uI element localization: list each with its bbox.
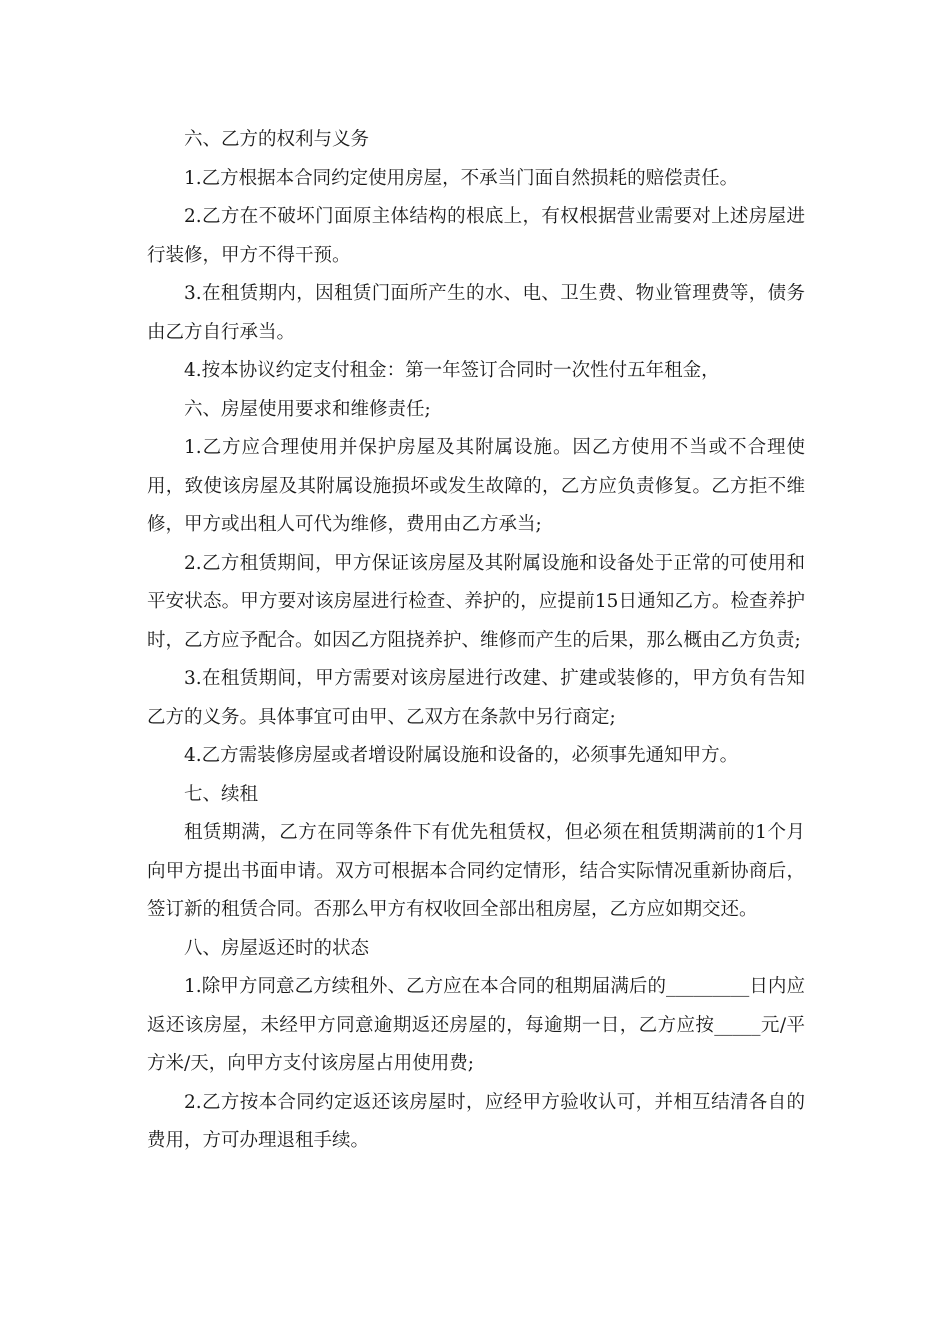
clause-paragraph: 租赁期满，乙方在同等条件下有优先租赁权，但必须在租赁期满前的1个月向甲方提出书面申请。双方可根据本合同约定情形，结合实际情况重新协商后，签订新的租赁合同。否那么甲方有权收回全部出租房屋，乙方应如期交还。 <box>147 822 805 920</box>
section-heading-renewal: 七、续租 <box>184 783 259 805</box>
clause-paragraph: 2.乙方按本合同约定返还该房屋时，应经甲方验收认可，并相互结清各自的费用，方可办理退租手续。 <box>147 1091 805 1151</box>
clause-paragraph: 2.乙方租赁期间，甲方保证该房屋及其附属设施和设备处于正常的可使用和平安状态。甲方要对该房屋进行检查、养护的，应提前15日通知乙方。检查养护时，乙方应予配合。如因乙方阻挠养护、维修而产生的后果，那么概由乙方负责; <box>147 552 805 651</box>
document-body <box>147 121 805 1161</box>
clause-paragraph: 1.除甲方同意乙方续租外、乙方应在本合同的租期届满后的_________日内应返还该房屋，未经甲方同意逾期返还房屋的，每逾期一日，乙方应按_____元/平方米/天，向甲方支付该房屋占用使用费; <box>147 976 805 1074</box>
clause-paragraph: 4.乙方需装修房屋或者增设附属设施和设备的，必须事先通知甲方。 <box>184 745 739 766</box>
section-heading-usage-maintenance: 六、房屋使用要求和维修责任; <box>184 398 431 420</box>
clause-paragraph: 1.乙方根据本合同约定使用房屋，不承当门面自然损耗的赔偿责任。 <box>184 167 739 189</box>
clause-paragraph: 2.乙方在不破坏门面原主体结构的根底上，有权根据营业需要对上述房屋进行装修，甲方不得干预。 <box>147 206 805 266</box>
clause-paragraph: 1.乙方应合理使用并保护房屋及其附属设施。因乙方使用不当或不合理使用，致使该房屋及其附属设施损坏或发生故障的，乙方应负责修复。乙方拒不维修，甲方或出租人可代为维修，费用由乙方承当; <box>147 437 805 535</box>
clause-paragraph: 3.在租赁期间，甲方需要对该房屋进行改建、扩建或装修的，甲方负有告知乙方的义务。具体事宜可由甲、乙双方在条款中另行商定; <box>147 668 805 728</box>
clause-paragraph: 4.按本协议约定支付租金：第一年签订合同时一次性付五年租金， <box>184 360 720 381</box>
clause-paragraph: 3.在租赁期内，因租赁门面所产生的水、电、卫生费、物业管理费等，债务由乙方自行承当。 <box>147 283 805 343</box>
section-heading-return-state: 八、房屋返还时的状态 <box>184 937 370 959</box>
section-heading-party-b-rights: 六、乙方的权利与义务 <box>184 129 370 150</box>
